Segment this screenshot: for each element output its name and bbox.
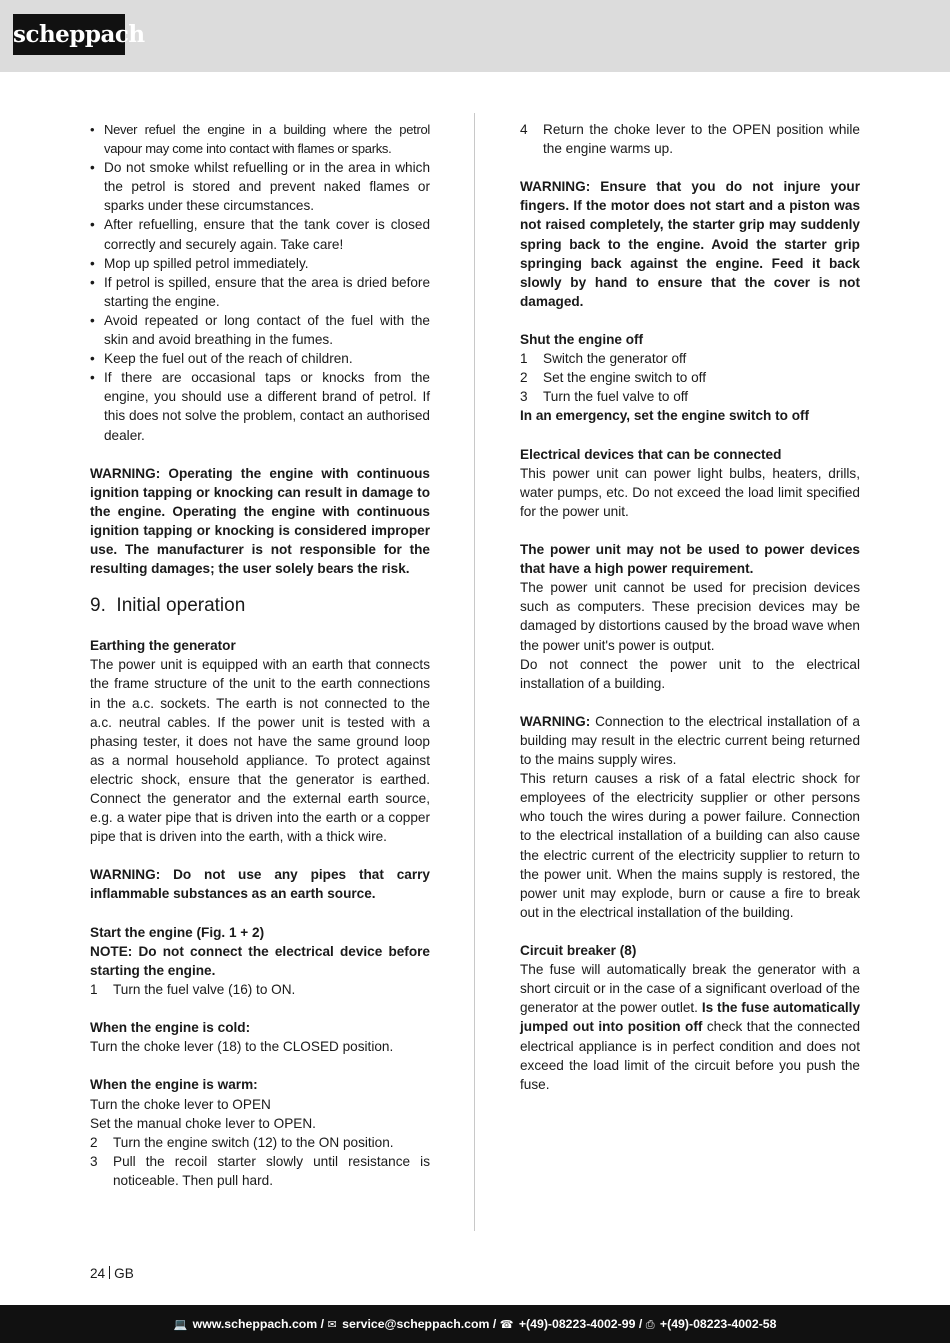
breaker-text: check that the connected electrical appliance is in perfect condition and does not exceed the load limit of the circuit before you push the fuse. <box>520 1019 860 1092</box>
list-item: • Mop up spilled petrol immediately. <box>90 254 430 273</box>
step-number: 1 <box>520 351 528 367</box>
start-note: NOTE: Do not connect the electrical device before starting the engine. <box>90 943 430 978</box>
shut-off-heading: Shut the engine off <box>520 332 644 348</box>
right-column <box>520 120 860 1094</box>
breaker-text: The fuse will automatically break the generator with a short circuit or in the case of a significant overload of the generator at the power outlet. <box>520 962 860 1016</box>
high-power-text: The power unit cannot be used for precision devices such as computers. These precision devices may be damaged by distortions caused by the broad wave when the power unit's power is output. <box>520 580 860 653</box>
page-number-value: 24 <box>90 1266 106 1281</box>
devices-heading: Electrical devices that can be connected <box>520 446 782 462</box>
step-text: Turn the fuel valve (16) to ON. <box>113 981 296 997</box>
breaker-bold-text: Is the fuse automatically jumped out into position off <box>520 1000 861 1035</box>
start-step <box>520 120 860 158</box>
section-title: Initial operation <box>116 595 246 617</box>
left-column <box>90 120 430 1190</box>
start-engine-heading: Start the engine (Fig. 1 + 2) <box>90 924 265 940</box>
warm-engine-line: Turn the choke lever to OPEN <box>90 1096 271 1112</box>
circuit-breaker-heading: Circuit breaker (8) <box>520 943 637 959</box>
page-language: GB <box>114 1266 134 1281</box>
fax-icon: ⎙ <box>645 1319 655 1331</box>
step-number: 1 <box>90 981 98 997</box>
step-number: 2 <box>90 1134 98 1150</box>
footer-phone: +(49)-08223-4002-99 / <box>518 1317 643 1331</box>
step-number: 2 <box>520 370 528 386</box>
section-number: 9. <box>90 595 106 617</box>
shut-step <box>520 349 860 368</box>
cold-engine-text: Turn the choke lever (18) to the CLOSED position. <box>90 1039 394 1055</box>
step-text: Set the engine switch to off <box>543 370 706 386</box>
step-text: Turn the fuel valve to off <box>543 389 689 405</box>
warm-step <box>90 1152 430 1190</box>
step-number: 4 <box>520 122 528 137</box>
footer-fax: +(49)-08223-4002-58 <box>659 1317 777 1331</box>
list-item: • Keep the fuel out of the reach of children. <box>90 349 430 368</box>
envelope-icon: ✉ <box>327 1319 337 1331</box>
devices-text: This power unit can power light bulbs, heaters, drills, water pumps, etc. Do not exceed the load limit specified for the power unit. <box>520 465 860 519</box>
warning-pipes: WARNING: Do not use any pipes that carry inflammable substances as an earth source. <box>90 867 430 902</box>
page-header <box>0 0 950 72</box>
column-divider <box>474 113 475 1231</box>
warning-label: WARNING: <box>520 713 591 729</box>
start-step <box>90 980 430 999</box>
warm-engine-heading: When the engine is warm: <box>90 1077 258 1093</box>
warning-fingers: WARNING: Ensure that you do not injure your fingers. If the motor does not start and a piston was not raised completely, the starter grip may suddenly spring back to the engine. Avoid the starter grip springing back against the engine. Feed it back slowly by hand to ensure that the cover is not damaged. <box>520 179 860 309</box>
list-item: • If petrol is spilled, ensure that the area is dried before starting the engine. <box>90 273 430 311</box>
warm-step <box>90 1133 430 1152</box>
safety-bullet-list <box>90 120 430 445</box>
list-item: • Never refuel the engine in a building where the petrol vapour may come into contact with flames or sparks. <box>90 120 430 158</box>
scheppach-logo: scheppach <box>13 14 125 55</box>
page-number <box>90 1264 134 1283</box>
warm-engine-line: Set the manual choke lever to OPEN. <box>90 1115 316 1131</box>
footer-website[interactable]: www.scheppach.com / <box>192 1317 325 1331</box>
list-item: • Avoid repeated or long contact of the fuel with the skin and avoid breathing in the fumes. <box>90 311 430 349</box>
step-number: 3 <box>90 1153 98 1169</box>
section-heading <box>90 594 430 618</box>
step-text: Switch the generator off <box>543 351 687 367</box>
page-separator <box>109 1266 110 1279</box>
warning-knocking: WARNING: Operating the engine with continuous ignition tapping or knocking can result in damage to the engine. Operating the engine with continuous ignition tapping or knocking is considered improper use. The manufacturer is not responsible for the resulting damages; the user solely bears the risk. <box>90 465 430 577</box>
page-footer <box>0 1305 950 1343</box>
shut-step <box>520 387 860 406</box>
computer-icon: 💻 <box>173 1319 188 1331</box>
return-risk-text: This return causes a risk of a fatal electric shock for employees of the electricity supplier or other persons who touch the wires during a power failure. Connection to the electrical installation of a building can also cause the electric current of the electricity supplier to return to the power unit. When the mains supply is restored, the power unit may explode, burn or cause a fire to break out in the electrical installation of the building. <box>520 771 860 920</box>
warning-text: Connection to the electrical installation of a building may result in the electric current being returned to the mains supply wires. <box>520 713 860 768</box>
list-item: • If there are occasional taps or knocks from the engine, you should use a different brand of petrol. If this does not solve the problem, contact an authorised dealer. <box>90 368 430 444</box>
shut-step <box>520 368 860 387</box>
circuit-breaker-text <box>520 960 860 1094</box>
emergency-note: In an emergency, set the engine switch to off <box>520 408 810 424</box>
telephone-icon: ☎ <box>499 1319 514 1331</box>
step-number: 3 <box>520 389 528 405</box>
list-item: • Do not smoke whilst refuelling or in the area in which the petrol is stored and prevent naked flames or sparks under these circumstances. <box>90 158 430 215</box>
warning-installation <box>520 712 860 769</box>
high-power-text: Do not connect the power unit to the electrical installation of a building. <box>520 656 860 691</box>
step-text: Return the choke lever to the OPEN position while the engine warms up. <box>543 122 860 157</box>
cold-engine-heading: When the engine is cold: <box>90 1020 251 1036</box>
step-text: Turn the engine switch (12) to the ON position. <box>113 1134 394 1150</box>
earthing-text: The power unit is equipped with an earth that connects the frame structure of the unit to the earth connections in the a.c. sockets. The earth is not connected to the a.c. neutral cables. If the power unit is tested with a phasing tester, it does not have the same ground loop as a normal household appliance. To protect against electric shock, ensure that the generator is earthed. Connect the generator and the external earth source, e.g. a water pipe that is driven into the earth or a copper pipe that is driven into the earth, with a thick wire. <box>90 657 430 845</box>
earthing-heading: Earthing the generator <box>90 638 236 654</box>
list-item: • After refuelling, ensure that the tank cover is closed correctly and securely again. Take care! <box>90 215 430 253</box>
high-power-heading: The power unit may not be used to power devices that have a high power requirement. <box>520 542 860 577</box>
step-text: Pull the recoil starter slowly until resistance is noticeable. Then pull hard. <box>113 1153 430 1188</box>
footer-email[interactable]: service@scheppach.com / <box>342 1317 497 1331</box>
